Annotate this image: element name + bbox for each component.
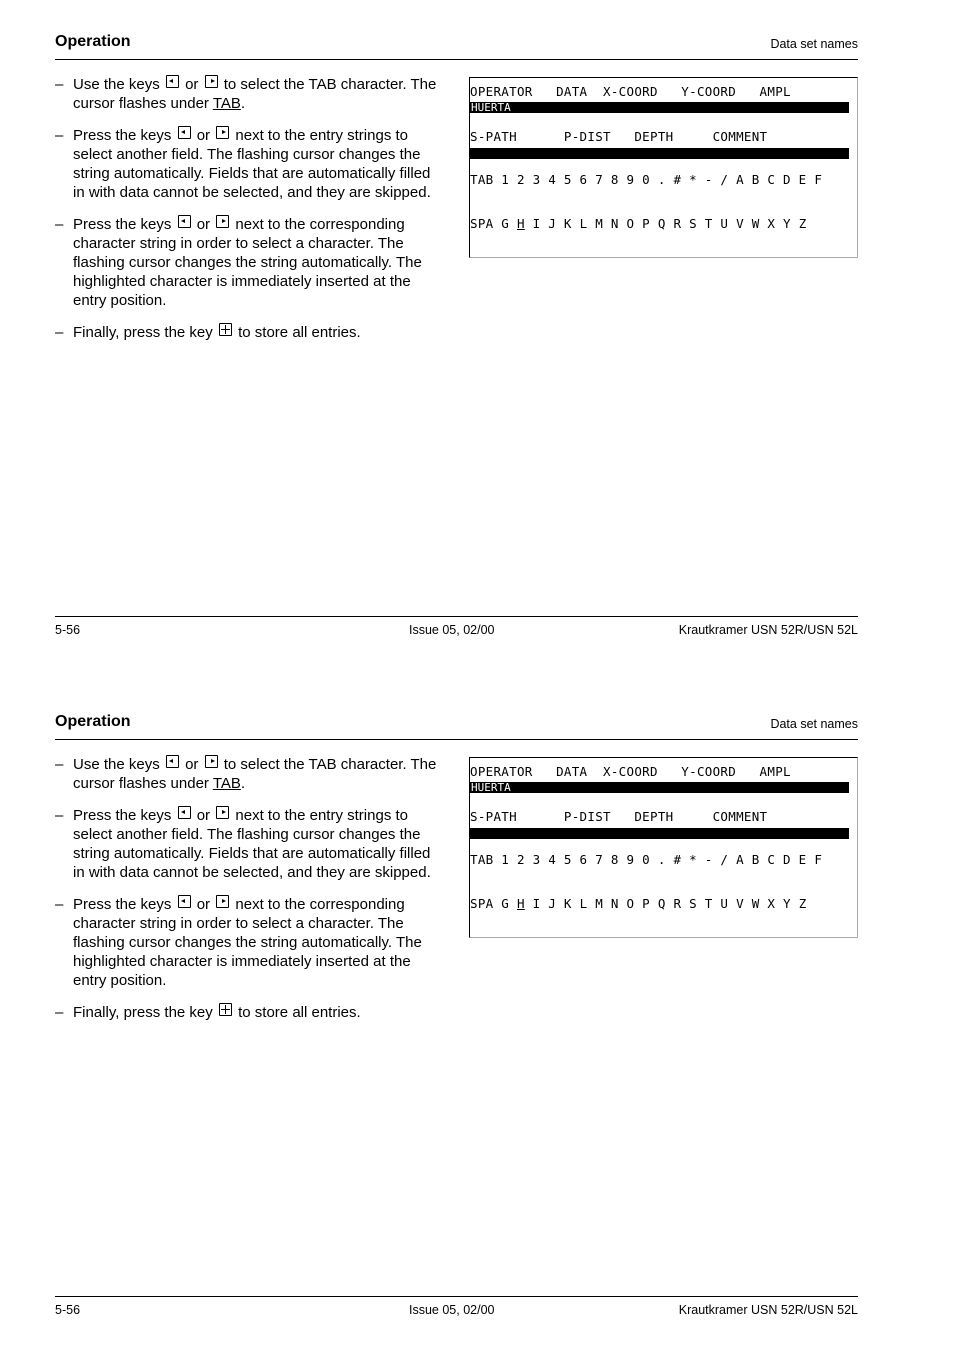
left-arrow-key-icon (178, 895, 191, 908)
character-string: SPA G H I J K L M N O P Q R S T U V W X Y Z (470, 216, 807, 231)
entry-bar-comment (470, 828, 849, 839)
instruction-step: – Press the keys or next to the entry strings to select another field. The flashing cursor changes the string automatically. Fields that are automatically filled in with data cannot be selected, and they are skipped. (55, 807, 431, 881)
header-rule (55, 59, 858, 60)
instruction-step: – Use the keys or to select the TAB character. The cursor flashes under TAB. (55, 756, 437, 792)
character-string: TAB 1 2 3 4 5 6 7 8 9 0 . # * - / A B C D E F (470, 172, 823, 187)
right-arrow-key-icon (216, 215, 229, 228)
screen-field-labels: OPERATOR DATA X-COORD Y-COORD AMPL (470, 84, 791, 99)
entry-bar-comment (470, 148, 849, 159)
instruction-step: – Press the keys or next to the corresponding character string in order to select a character. The flashing cursor changes the string automatically. The highlighted character is immediately inserted at the entry position. (55, 216, 422, 309)
section-subtitle: Data set names (770, 37, 858, 51)
section-title: Operation (55, 713, 131, 730)
right-arrow-key-icon (216, 895, 229, 908)
left-arrow-key-icon (166, 75, 179, 88)
footer-rule (55, 616, 858, 617)
store-key-icon (219, 323, 232, 336)
section-title: Operation (55, 33, 131, 50)
operator-entry: HUERTA (471, 101, 511, 114)
instruction-list (55, 75, 445, 355)
page-number: 5-56 (55, 1303, 81, 1317)
instruction-step: – Finally, press the key to store all entries. (55, 1004, 361, 1021)
store-key-icon (219, 1003, 232, 1016)
device-screen (469, 757, 858, 938)
manual-page (0, 680, 954, 1340)
right-arrow-key-icon (205, 755, 218, 768)
operator-entry: HUERTA (471, 781, 511, 794)
cursor-character: H (516, 896, 525, 911)
product-name: Krautkramer USN 52R/USN 52L (678, 1303, 858, 1317)
product-name: Krautkramer USN 52R/USN 52L (678, 623, 858, 637)
left-arrow-key-icon (166, 755, 179, 768)
character-string: SPA G H I J K L M N O P Q R S T U V W X Y Z (470, 896, 807, 911)
header-rule (55, 739, 858, 740)
instruction-step: – Press the keys or next to the corresponding character string in order to select a character. The flashing cursor changes the string automatically. The highlighted character is immediately inserted at the entry position. (55, 896, 422, 989)
issue-info: Issue 05, 02/00 (409, 1303, 495, 1317)
instruction-list (55, 755, 445, 1035)
instruction-step: – Press the keys or next to the entry strings to select another field. The flashing cursor changes the string automatically. Fields that are automatically filled in with data cannot be selected, and they are skipped. (55, 127, 431, 201)
right-arrow-key-icon (216, 806, 229, 819)
instruction-step: – Finally, press the key to store all entries. (55, 324, 361, 341)
section-subtitle: Data set names (770, 717, 858, 731)
left-arrow-key-icon (178, 126, 191, 139)
screen-field-labels: S-PATH P-DIST DEPTH COMMENT (470, 129, 768, 144)
cursor-character: H (516, 216, 525, 231)
entry-bar-operator (470, 782, 849, 793)
screen-field-labels: S-PATH P-DIST DEPTH COMMENT (470, 809, 768, 824)
character-string: TAB 1 2 3 4 5 6 7 8 9 0 . # * - / A B C D E F (470, 852, 823, 867)
right-arrow-key-icon (216, 126, 229, 139)
entry-bar-operator (470, 102, 849, 113)
instruction-step: – Use the keys or to select the TAB character. The cursor flashes under TAB. (55, 76, 437, 112)
right-arrow-key-icon (205, 75, 218, 88)
footer-rule (55, 1296, 858, 1297)
device-screen (469, 77, 858, 258)
screen-field-labels: OPERATOR DATA X-COORD Y-COORD AMPL (470, 764, 791, 779)
left-arrow-key-icon (178, 806, 191, 819)
page-number: 5-56 (55, 623, 81, 637)
issue-info: Issue 05, 02/00 (409, 623, 495, 637)
left-arrow-key-icon (178, 215, 191, 228)
manual-page (0, 0, 954, 660)
